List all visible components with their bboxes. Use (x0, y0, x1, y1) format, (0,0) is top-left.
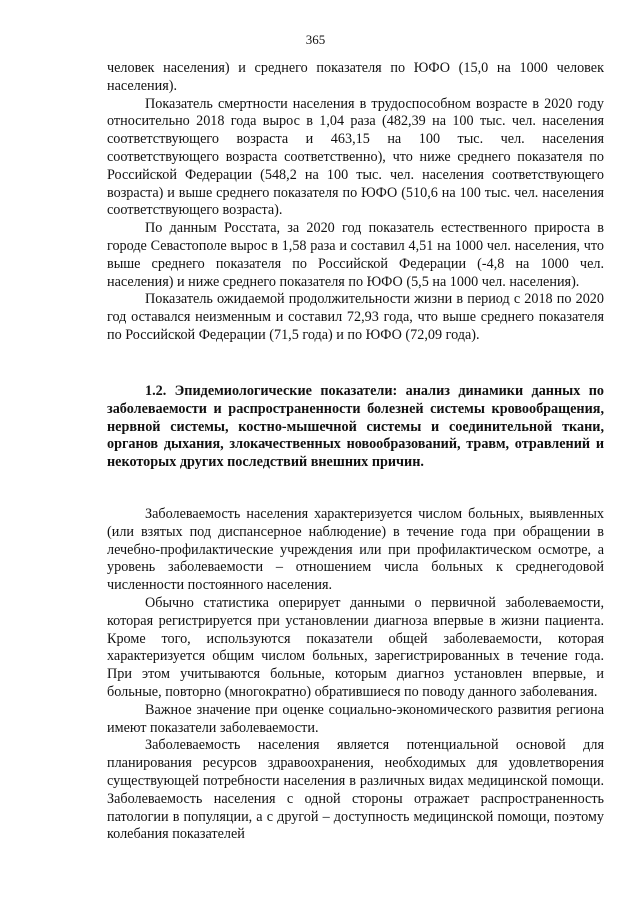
paragraph: Важное значение при оценке социально-экономического развития региона имеют показатели заболеваемости. (107, 701, 604, 736)
paragraph: Заболеваемость населения является потенциальной основой для планирования ресурсов здравоохранения, необходимых для удовлетворения существующей потребности населения в различных видах медицинской помощи. Заболеваемость населения с одной стороны отражает распространенность патологии в популяции, а с другой – доступность медицинской помощи, поэтому колебания показателей (107, 737, 604, 843)
paragraph: человек населения) и среднего показателя по ЮФО (15,0 на 1000 человек населения). (107, 60, 604, 94)
paragraph: По данным Росстата, за 2020 год показатель естественного прироста в городе Севастополе вырос в 1,58 раза и составил 4,51 на 1000 чел. населения, что выше среднего показателя по Российской Федерации (-4,8 на 1000 чел. населения) и ниже среднего показателя по ЮФО (5,5 на 1000 чел. населения). (107, 220, 604, 290)
paragraph: Обычно статистика оперирует данными о первичной заболеваемости, которая регистрируется при установлении диагноза впервые в жизни пациента. Кроме того, используются показатели общей заболеваемости, которая характеризуется общим числом больных, зарегистрированных в течение года. При этом учитываются больные, которым диагноз установлен впервые, и больные, повторно (многократно) обратившиеся по поводу данного заболевания. (107, 594, 604, 700)
paragraph: Заболеваемость населения характеризуется числом больных, выявленных (или взятых под диспансерное наблюдение) в течение года при обращении в лечебно-профилактические учреждения или при профилактическом осмотре, а уровень заболеваемости – отношением числа больных к среднегодовой численности постоянного населения. (107, 506, 604, 594)
section-heading-block (107, 383, 604, 472)
page-number: 365 (305, 32, 326, 47)
text-block-bottom (107, 506, 604, 844)
paragraph: Показатель ожидаемой продолжительности жизни в период с 2018 по 2020 год оставался неизменным и составил 72,93 года, что выше среднего показателя по Российской Федерации (71,5 года) и по ЮФО (72,09 года). (107, 291, 604, 343)
section-heading: 1.2. Эпидемиологические показатели: анализ динамики данных по заболеваемости и распространенности болезней системы кровообращения, нервной системы, костно-мышечной системы и соединительной ткани, органов дыхания, злокачественных новообразований, травм, отравлений и некоторых других последствий внешних причин. (107, 383, 604, 471)
paragraph: Показатель смертности населения в трудоспособном возрасте в 2020 году относительно 2018 года вырос в 1,04 раза (482,39 на 100 тыс. чел. населения соответствующего возраста и 463,15 на 100 тыс. чел. населения соответствующего возраста соответственно), что ниже среднего показателя по Российской Федерации (548,2 на 100 тыс. чел. населения соответствующего возраста) и выше среднего показателя по ЮФО (510,6 на 100 тыс. чел. населения соответствующего возраста). (107, 95, 604, 219)
text-block-top (107, 60, 604, 345)
